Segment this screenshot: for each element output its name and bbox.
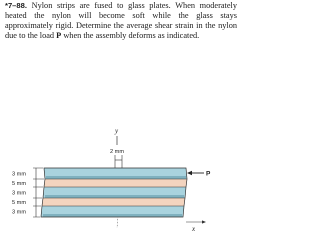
x-axis-label: x [192,225,196,233]
layer-dimension-label-1: 3 mm [12,171,26,178]
layer-dimension-label-3: 3 mm [12,190,26,197]
x-axis-arrow-icon [202,220,206,223]
problem-text: Nylon strips are fused to glass plates. When moderately heated the nylon will become soft while the glass stays approximately rigid. Determine the average shear strain in the nylon due to the load [5,1,237,41]
glass-plate-2-shadow [45,195,184,198]
load-label: P [206,170,211,178]
problem-number: *7–88. [5,1,27,10]
nylon-strip-2 [42,198,185,206]
glass-plate-3-shadow [43,214,182,217]
nylon-strip-1 [44,179,187,187]
layer-dimension-label-5: 3 mm [12,209,26,216]
glass-plate-1-shadow [46,176,186,179]
dimension-top-label: 2 mm [110,149,124,155]
load-arrow-head-icon [187,171,192,175]
layer-dimension-label-4: 5 mm [12,200,26,206]
problem-text-end: when the assembly deforms as indicated. [63,31,200,41]
layer-dimension-label-2: 5 mm [12,181,26,187]
y-axis-label: y [115,127,119,135]
problem-load-symbol: P [56,31,62,41]
